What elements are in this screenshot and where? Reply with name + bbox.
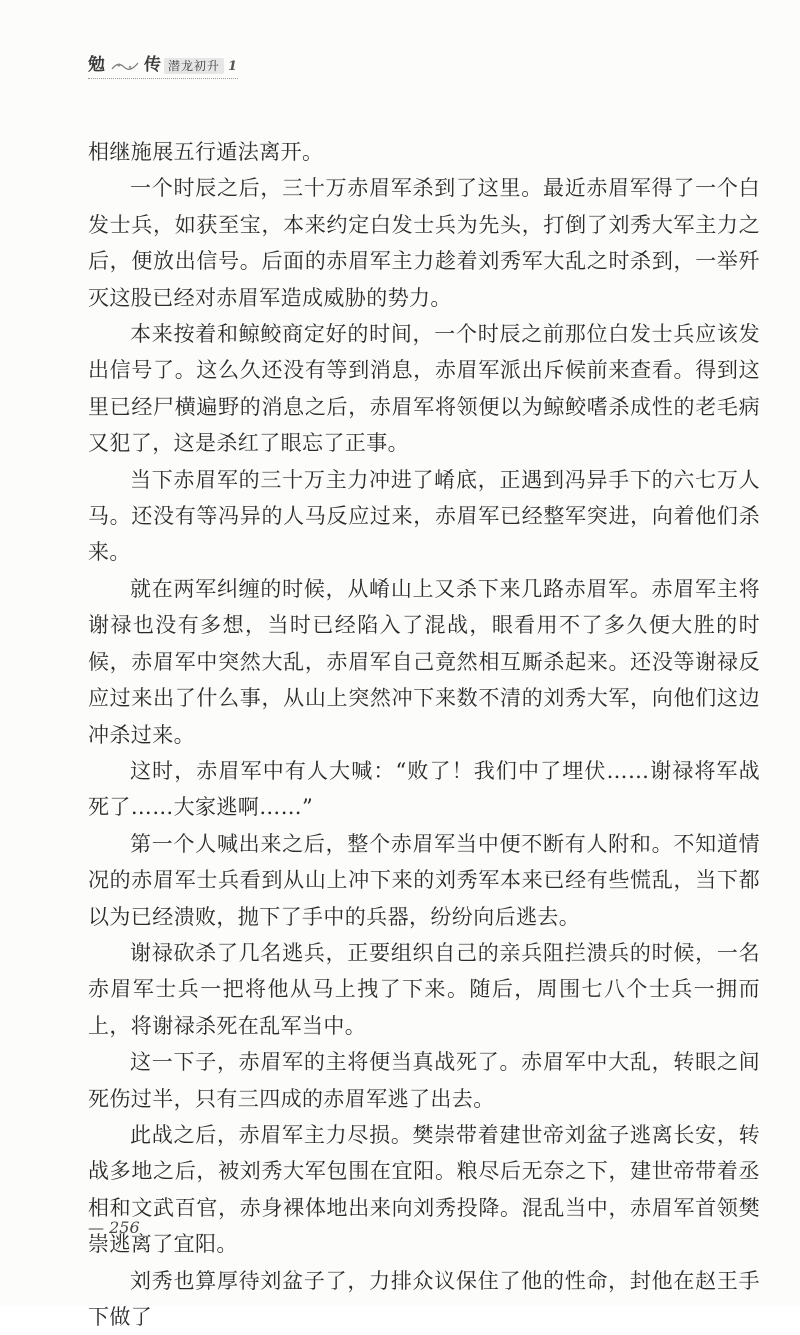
paragraph: 当下赤眉军的三十万主力冲进了崤底，正遇到冯异手下的六七万人马。还没有等冯异的人马反应过来，赤眉军已经整军突进，向着他们杀来。 xyxy=(88,467,760,565)
paragraph: 刘秀也算厚待刘盆子了，力排众议保住了他的性命，封他在赵王手下做了 xyxy=(88,1268,760,1329)
paragraph: 第一个人喊出来之后，整个赤眉军当中便不断有人附和。不知道情况的赤眉军士兵看到从山上冲下来的刘秀军本来已经有些慌乱，当下都以为已经溃败，抛下了手中的兵器，纷纷向后逃去。 xyxy=(88,831,760,929)
paragraph: 一个时辰之后，三十万赤眉军杀到了这里。最近赤眉军得了一个白发士兵，如获至宝，本来约定白发士兵为先头，打倒了刘秀大军主力之后，便放出信号。后面的赤眉军主力趁着刘秀军大乱之时杀到，一举歼灭这股已经对赤眉军造成威胁的势力。 xyxy=(88,176,760,310)
title-left-char: 勉 xyxy=(88,55,106,75)
volume-number: 1 xyxy=(228,59,239,74)
running-header xyxy=(88,44,388,94)
book-subtitle: 潜龙初升 xyxy=(164,58,224,74)
header-divider xyxy=(88,78,238,79)
paragraph: 这一下子，赤眉军的主将便当真战死了。赤眉军中大乱，转眼之间死伤过半，只有三四成的赤眉军逃了出去。 xyxy=(88,1050,760,1111)
page-number: — 256 xyxy=(88,1218,140,1237)
title-right-char: 传 xyxy=(144,55,162,75)
ornament-icon xyxy=(110,59,140,73)
paragraph: 就在两军纠缠的时候，从崤山上又杀下来几路赤眉军。赤眉军主将谢禄也没有多想，当时已经陷入了混战，眼看用不了多久便大胜的时候，赤眉军中突然大乱，赤眉军自己竟然相互厮杀起来。还没等谢禄反应过来出了什么事，从山上突然冲下来数不清的刘秀大军，向他们这边冲杀过来。 xyxy=(88,576,760,747)
book-title xyxy=(88,50,238,75)
paragraph: 谢禄砍杀了几名逃兵，正要组织自己的亲兵阻拦溃兵的时候，一名赤眉军士兵一把将他从马上拽了下来。随后，周围七八个士兵一拥而上，将谢禄杀死在乱军当中。 xyxy=(88,940,760,1038)
paragraph: 此战之后，赤眉军主力尽损。樊崇带着建世帝刘盆子逃离长安，转战多地之后，被刘秀大军包围在宜阳。粮尽后无奈之下，建世帝带着丞相和文武百官，赤身裸体地出来向刘秀投降。混乱当中，赤眉军首领樊崇逃离了宜阳。 xyxy=(88,1122,760,1257)
body-text xyxy=(88,134,760,1335)
paragraph: 本来按着和鲸鲛商定好的时间，一个时辰之前那位白发士兵应该发出信号了。这么久还没有等到消息，赤眉军派出斥候前来查看。得到这里已经尸横遍野的消息之后，赤眉军将领便以为鲸鲛嗜杀成性的老毛病又犯了，这是杀红了眼忘了正事。 xyxy=(88,322,760,456)
paragraph: 这时，赤眉军中有人大喊：“败了！我们中了埋伏……谢禄将军战死了……大家逃啊……” xyxy=(88,758,760,820)
paragraph: 相继施展五行遁法离开。 xyxy=(88,140,324,164)
